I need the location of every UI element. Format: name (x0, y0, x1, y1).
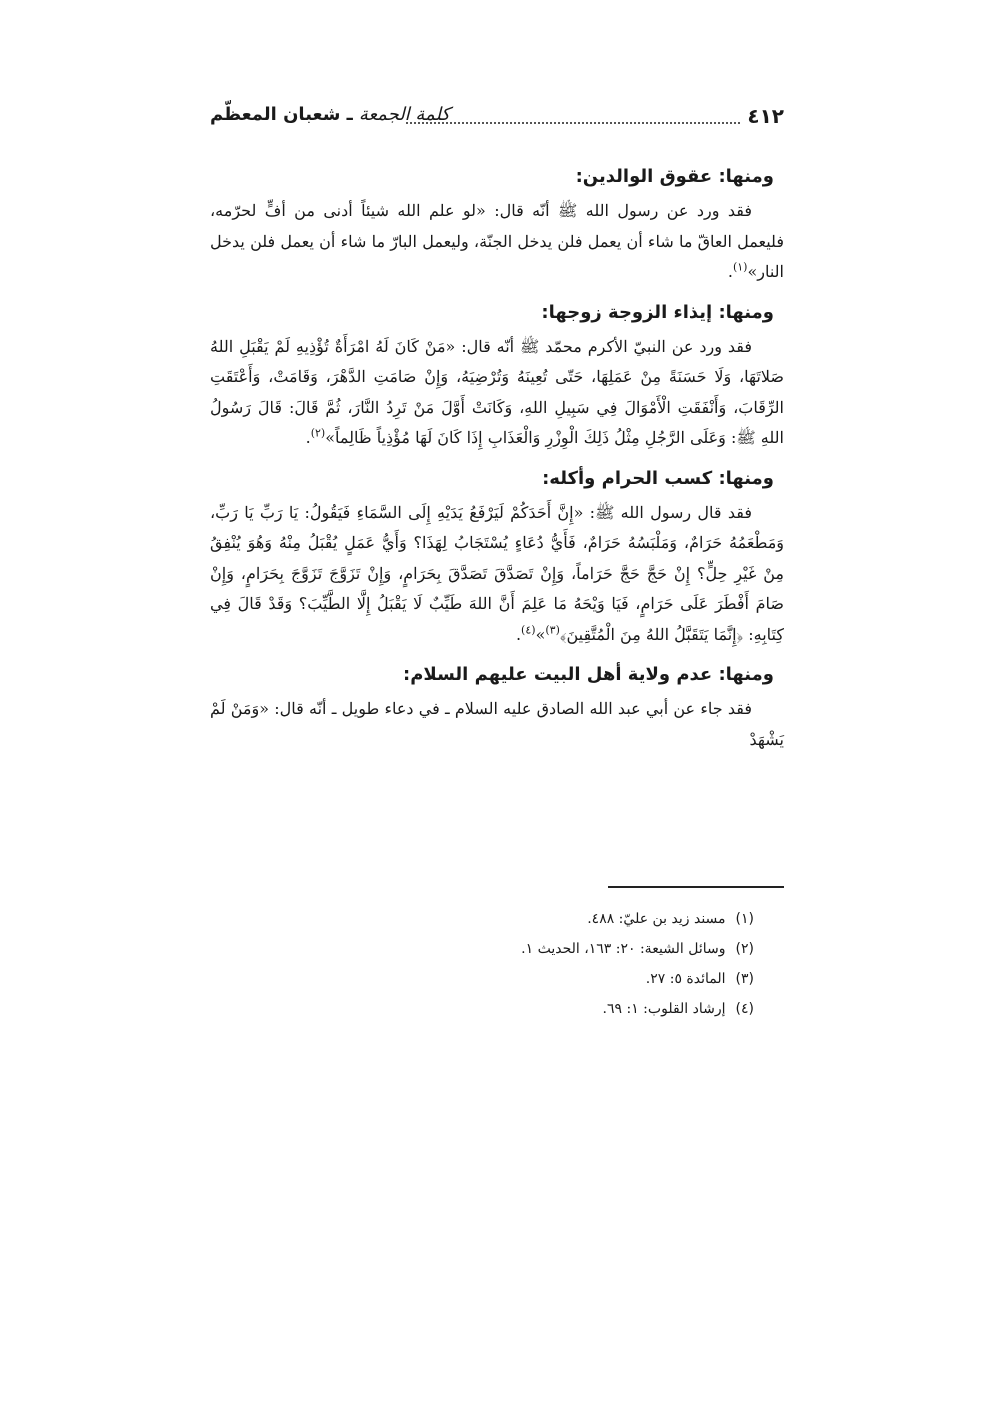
page-number: ٤١٢ (747, 104, 784, 128)
section-haram (210, 460, 784, 651)
footnote-separator (608, 886, 784, 888)
footnote-ref: (٤) (521, 623, 536, 637)
book-title-calligraphy: كلمة الجمعة (358, 104, 450, 125)
section-heading: ومنها: عدم ولاية أهل البيت عليهم السلام: (403, 664, 774, 685)
book-page (210, 100, 784, 1340)
section-parents (210, 158, 784, 288)
footnote-item: (٤)إرشاد القلوب: ١: ٦٩. (602, 1001, 754, 1017)
header-dotted-leader (406, 122, 740, 124)
footnote-ref: (٢) (310, 426, 326, 440)
section-wilayah (210, 656, 784, 755)
page-body (210, 158, 784, 761)
section-paragraph: فقد قال رسول الله ﷺ: «إِنَّ أَحَدَكُمْ لَيَرْفَعُ يَدَيْهِ إِلَى السَّمَاءِ فَيَقُولُ: يَا رَبِّ يَا رَبِّ، وَمَطْعَمُهُ حَرَامٌ، وَمَلْبَسُهُ حَرَامٌ، فَأَيُّ دُعَاءٍ يُسْتَجَابُ لِهَذَا؟ وَأَيُّ عَمَلٍ يُقْبَلُ مِنْهُ وَهُوَ يُنْفِقُ مِنْ غَيْرِ حِلٍّ؟ إِنْ حَجَّ حَجَّ حَرَاماً، وَإِنْ تَصَدَّقَ تَصَدَّقَ بِحَرَامٍ، وَإِنْ تَزَوَّجَ تَزَوَّجَ بِحَرَامٍ، وَإِنْ صَامَ أَفْطَرَ عَلَى حَرَامٍ، فَيَا وَيْحَهُ مَا عَلِمَ أَنَّ اللهَ طَيِّبٌ لَا يَقْبَلُ إِلَّا الطَّيِّبَ؟ وَقَدْ قَالَ فِي كِتَابِهِ: ﴿إِنَّمَا يَتَقَبَّلُ اللهُ مِنَ الْمُتَّقِينَ﴾$^{(٣)}$»$^{(٤)}$. (210, 502, 785, 644)
section-paragraph: فقد جاء عن أبي عبد الله الصادق عليه السلام ـ في دعاء طويل ـ أنّه قال: «وَمَنْ لَمْ يَشْهَدْ (210, 699, 784, 749)
footnote-item: (٣)المائدة ٥: ٢٧. (645, 971, 754, 987)
footnote-ref: (٣) (545, 623, 560, 637)
footnotes (210, 904, 754, 1024)
running-title-text: ـ شعبان المعظّم (210, 104, 353, 125)
section-paragraph: فقد ورد عن النبيّ الأكرم محمّد ﷺ أنّه قال: «مَنْ كَانَ لَهُ امْرَأَةٌ تُؤْذِيهِ لَمْ يَقْبَلِ اللهُ صَلاتَهَا، وَلَا حَسَنَةً مِنْ عَمَلِهَا، حَتّى تُعِينَهُ وَتُرْضِيَهُ، وَإِنْ صَامَتِ الدَّهْرَ، وَقَامَتْ، وَأَعْتَقَتِ الرِّقَابَ، وَأَنْفَقَتِ الْأَمْوَالَ فِي سَبِيلِ اللهِ، وَكَانَتْ أَوَّلَ مَنْ تَرِدُ النَّارَ، ثُمَّ قَالَ: قَالَ رَسُولُ اللهِ ﷺ: وَعَلَى الرَّجُلِ مِثْلُ ذَلِكَ الْوِزْرِ وَالْعَذَابِ إِذَا كَانَ لَهَا مُؤْذِياً ظَالِماً»$^{(٢)}$. (210, 336, 785, 447)
section-paragraph: فقد ورد عن رسول الله ﷺ أنّه قال: «لو علم الله شيئاً أدنى من أفٍّ لحرّمه، فليعمل العاقّ ما شاء أن يعمل فلن يدخل الجنّة، وليعمل البارّ ما شاء أن يعمل فلن يدخل النار»$^{(١)}$. (210, 201, 784, 281)
footnote-item: (١)مسند زيد بن عليّ: ٤٨٨. (587, 911, 754, 927)
section-heading: ومنها: عقوق الوالدين: (575, 166, 774, 187)
section-heading: ومنها: كسب الحرام وأكله: (542, 467, 774, 489)
footnote-item: (٢)وسائل الشيعة: ٢٠: ١٦٣، الحديث ١. (521, 941, 754, 957)
running-title (210, 104, 450, 125)
footnote-ref: (١) (732, 260, 748, 274)
page-header (210, 100, 784, 134)
section-heading: ومنها: إيذاء الزوجة زوجها: (541, 301, 774, 323)
section-wife (210, 294, 784, 454)
